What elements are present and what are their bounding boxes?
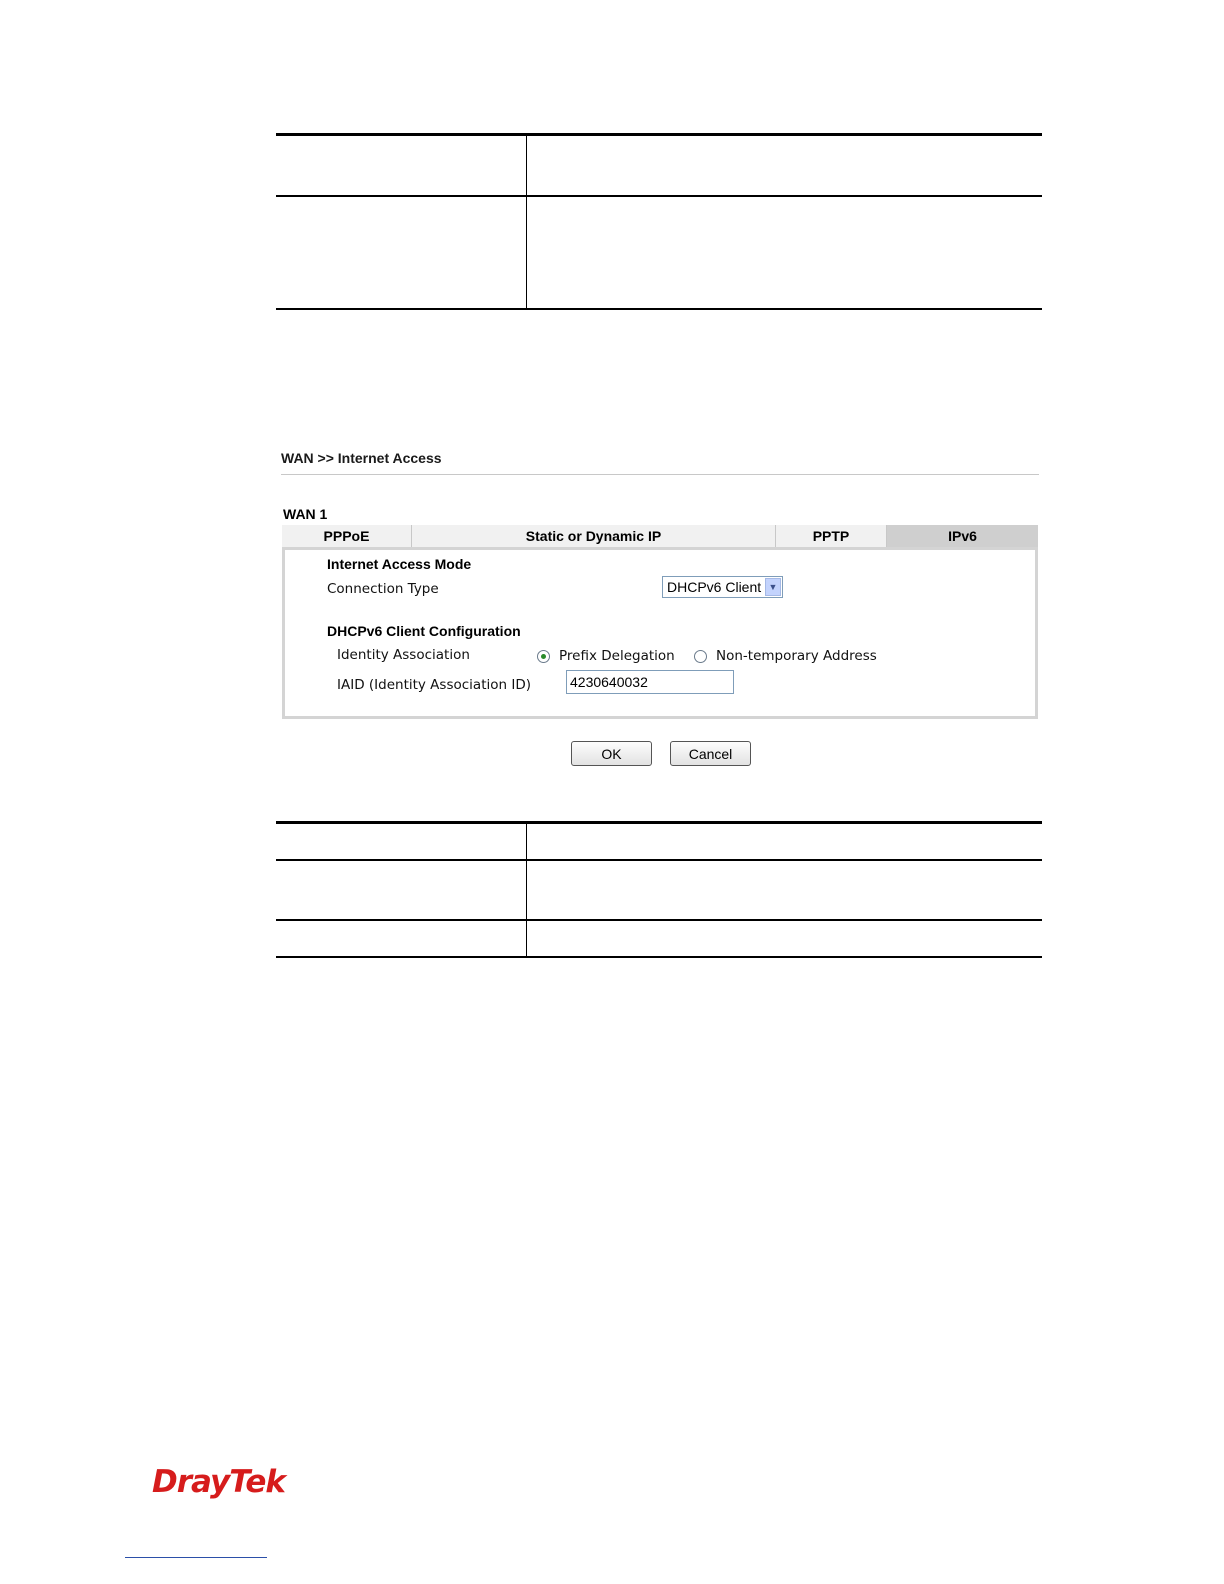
tab-bar [282,525,1038,547]
table-row [276,136,1042,197]
connection-type-select[interactable] [662,576,783,598]
non-temporary-address-radio[interactable] [694,650,707,663]
internet-access-mode-heading: Internet Access Mode [327,556,472,572]
ipv6-config-panel [282,547,1038,719]
prefix-delegation-radio[interactable] [537,650,550,663]
ok-button[interactable]: OK [571,741,652,766]
dhcpv6-config-heading: DHCPv6 Client Configuration [327,623,521,639]
draytek-logo: DrayTek [152,1464,285,1500]
iaid-input[interactable] [566,670,734,694]
prefix-delegation-label: Prefix Delegation [559,648,675,664]
connection-type-value: DHCPv6 Client [667,579,762,595]
footer-link-underline [125,1557,267,1558]
table-row [276,921,1042,958]
cancel-button[interactable]: Cancel [670,741,751,766]
tab-pppoe[interactable]: PPPoE [282,525,412,547]
breadcrumb-divider [281,474,1039,475]
table-row [276,824,1042,861]
router-config-screenshot [281,440,1041,780]
tab-pptp[interactable]: PPTP [776,525,887,547]
doc-table-bottom [276,821,1042,958]
identity-association-label: Identity Association [337,647,470,663]
chevron-down-icon[interactable]: ▼ [765,578,781,596]
wan-title: WAN 1 [283,506,328,522]
table-row [276,197,1042,310]
iaid-label: IAID (Identity Association ID) [337,677,531,693]
tab-ipv6[interactable]: IPv6 [887,525,1038,547]
connection-type-label: Connection Type [327,581,439,597]
table-row [276,861,1042,921]
tab-static-dynamic-ip[interactable]: Static or Dynamic IP [412,525,776,547]
doc-table-top [276,133,1042,310]
breadcrumb: WAN >> Internet Access [281,450,442,466]
non-temporary-address-label: Non-temporary Address [716,648,877,664]
